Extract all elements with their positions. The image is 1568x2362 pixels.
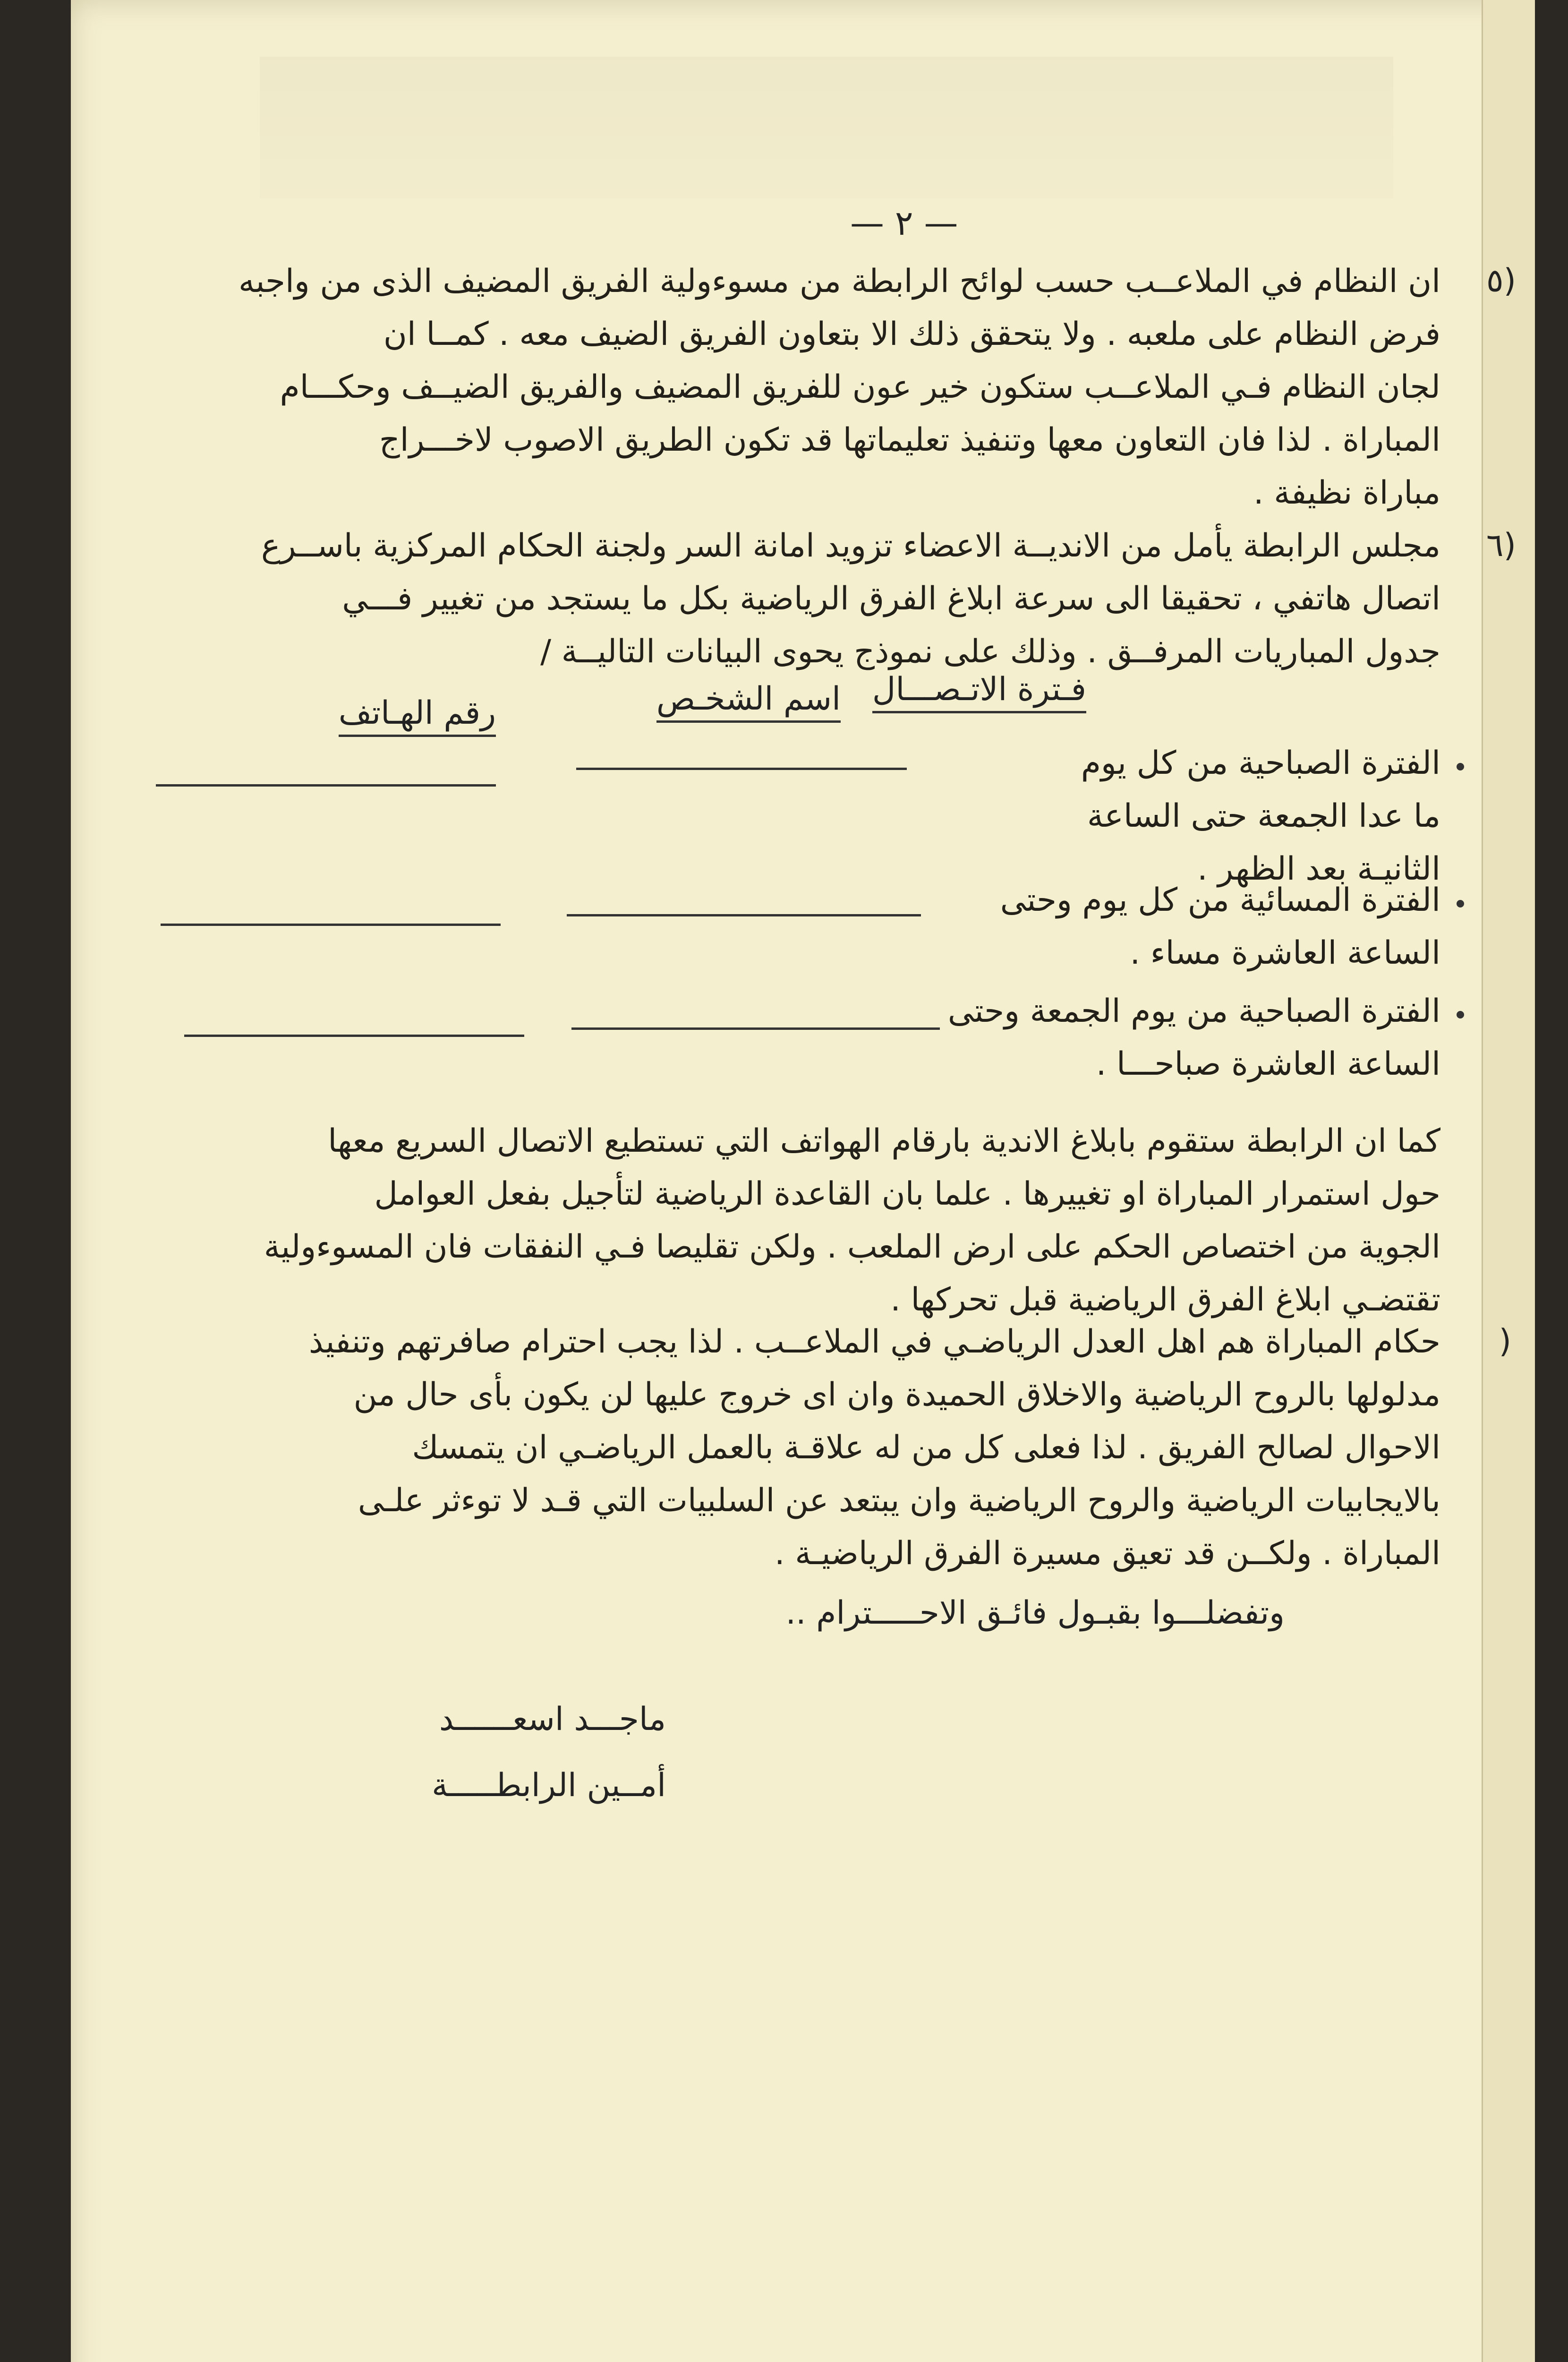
- bleed-through-shadow: [260, 57, 1393, 198]
- text-line: مباراة نظيفة .: [1253, 474, 1440, 512]
- text-line: ما عدا الجمعة حتى الساعة: [1087, 797, 1440, 835]
- page-edge: [1482, 0, 1535, 2362]
- form-row-2-period: [968, 874, 1440, 980]
- text-line: جدول المباريات المرفــق . وذلك على نموذج يحوى البيانات التاليــة /: [540, 633, 1440, 670]
- text-line: الجوية من اختصاص الحكم على ارض الملعب . ولكن تقليصا فـي النفقات فان المسوءولية: [264, 1228, 1440, 1266]
- text-line: كما ان الرابطة ستقوم بابلاغ الاندية بارقام الهواتف التي تستطيع الاتصال السريع معها: [328, 1122, 1440, 1160]
- text-line: الساعة العاشرة صباحـــا .: [1096, 1045, 1440, 1083]
- page-number: — ٢ —: [850, 203, 958, 243]
- text-line: اتصال هاتفي ، تحقيقا الى سرعة ابلاغ الفرق الرياضية بكل ما يستجد من تغيير فـــي: [342, 580, 1440, 617]
- person-name-blank-line: [567, 914, 921, 916]
- text-line: لجان النظام فـي الملاعــب ستكون خير عون للفريق المضيف والفريق الضيــف وحكـــام: [280, 368, 1440, 406]
- text-line: مجلس الرابطة يأمل من الانديــة الاعضاء تزويد امانة السر ولجنة الحكام المركزية باســرع: [261, 527, 1440, 565]
- phone-number-blank-line: [184, 1035, 524, 1037]
- signatory-name: ماجـــد اسعــــــد: [439, 1701, 666, 1738]
- text-line: المباراة . لذا فان التعاون معها وتنفيذ تعليماتها قد تكون الطريق الاصوب لاخـــراج: [379, 421, 1440, 459]
- section-6-text: [165, 520, 1440, 678]
- text-line: الفترة الصباحية من كل يوم: [1081, 745, 1440, 782]
- bullet: [1457, 1011, 1464, 1018]
- text-line: تقتضـي ابلاغ الفرق الرياضية قبل تحركها .: [890, 1281, 1440, 1318]
- form-row-3-period: [921, 985, 1440, 1091]
- bullet: [1457, 900, 1464, 907]
- header-contact-period: فـترة الاتـصـــال: [872, 671, 1086, 713]
- document-page: [71, 0, 1535, 2362]
- section-5-text: [165, 255, 1440, 520]
- phone-number-blank-line: [161, 924, 501, 926]
- person-name-blank-line: [576, 768, 907, 770]
- section-6-marker: ٦): [1486, 527, 1516, 564]
- closing-line: وتفضلـــوا بقبـول فائـق الاحـــــترام ..: [785, 1594, 1285, 1632]
- text-line: الاحوال لصالح الفريق . لذا فعلى كل من له علاقـة بالعمل الرياضـي ان يتمسك: [412, 1429, 1440, 1466]
- form-row-1-period: [1015, 737, 1440, 896]
- text-line: الفترة الصباحية من يوم الجمعة وحتى: [947, 993, 1440, 1030]
- bullet: [1457, 763, 1464, 770]
- section-5-marker: ٥): [1486, 262, 1516, 300]
- text-line: حكام المباراة هم اهل العدل الرياضـي في الملاعــب . لذا يجب احترام صافرتهم وتنفيذ: [308, 1323, 1440, 1361]
- section-7-marker: ): [1499, 1323, 1511, 1360]
- text-line: الساعة العاشرة مساء .: [1130, 934, 1440, 972]
- phone-number-blank-line: [156, 784, 496, 787]
- header-person-name: اسم الشخـص: [656, 680, 841, 723]
- person-name-blank-line: [571, 1027, 940, 1030]
- text-line: حول استمرار المباراة او تغييرها . علما بان القاعدة الرياضية لتأجيل بفعل العوامل: [374, 1175, 1440, 1213]
- header-phone-number: رقم الهـاتف: [339, 694, 496, 737]
- signatory-title: أمــين الرابطـــــة: [432, 1767, 666, 1804]
- text-line: الفترة المسائية من كل يوم وحتى: [1000, 881, 1440, 919]
- text-line: فرض النظام على ملعبه . ولا يتحقق ذلك الا بتعاون الفريق الضيف معه . كمــا ان: [383, 316, 1440, 353]
- text-line: بالايجابيات الرياضية والروح الرياضية وان يبتعد عن السلبيات التي قـد لا توءثر علـى: [358, 1482, 1440, 1519]
- text-line: الثانيـة بعد الظهر .: [1197, 850, 1440, 888]
- section-7-text: [165, 1316, 1440, 1580]
- text-line: ان النظام في الملاعــب حسب لوائح الرابطة من مسوءولية الفريق المضيف الذى من واجبه: [239, 263, 1440, 300]
- paragraph-after-form: [165, 1115, 1440, 1326]
- text-line: المباراة . ولكــن قد تعيق مسيرة الفرق الرياضيـة .: [774, 1535, 1440, 1572]
- text-line: مدلولها بالروح الرياضية والاخلاق الحميدة وان اى خروج عليها لن يكون بأى حال من: [353, 1376, 1440, 1413]
